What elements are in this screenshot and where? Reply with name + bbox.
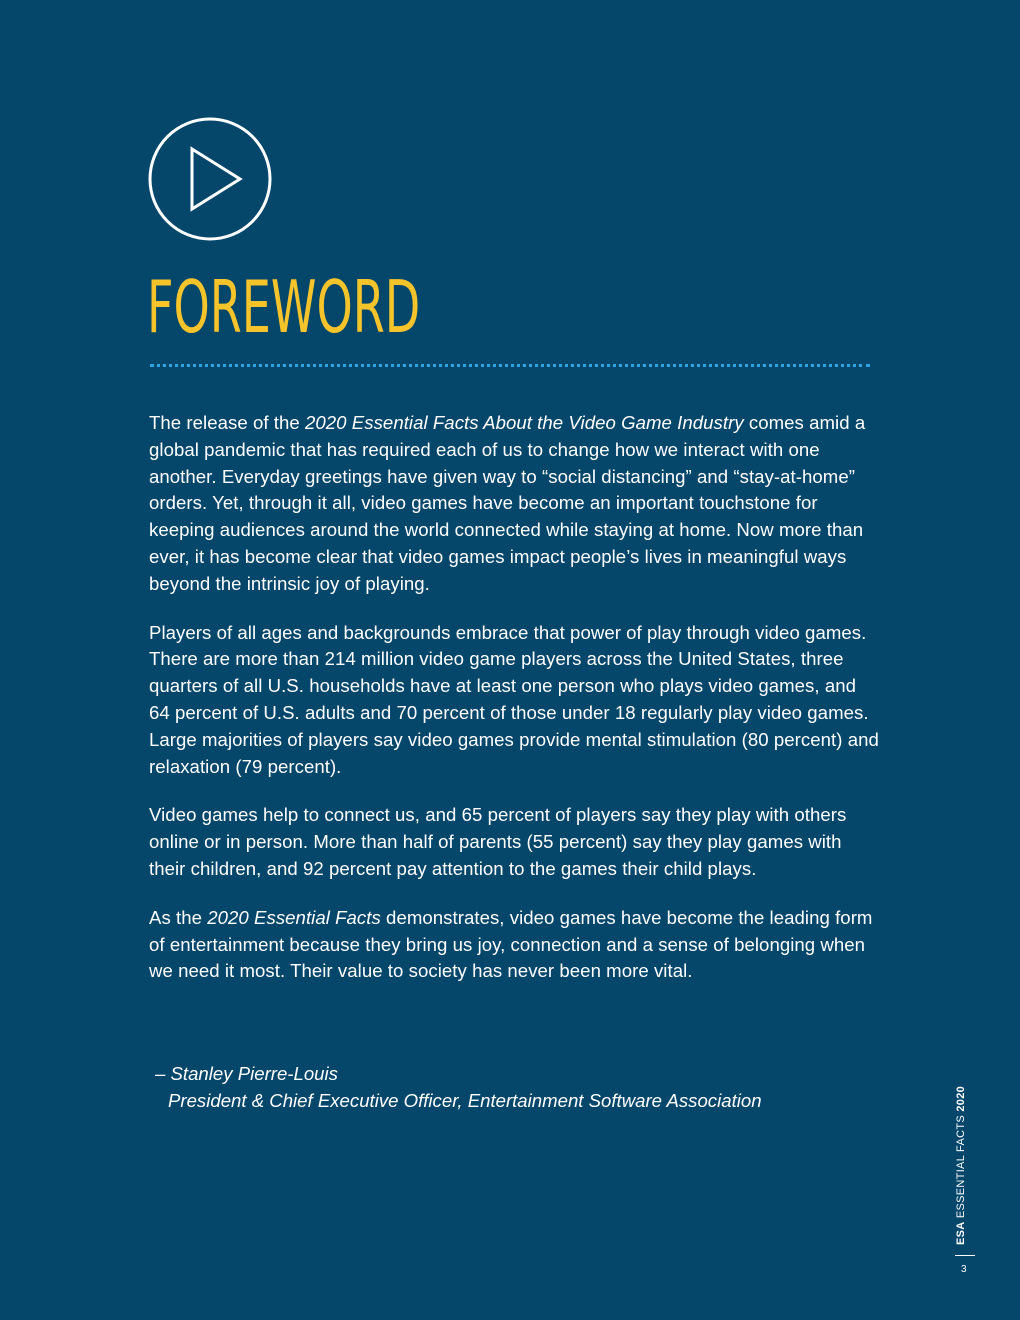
paragraph-3: Video games help to connect us, and 65 percent of players say they play with others online or in person. More than half of parents (55 percent) say they play games with their children, and 92 percent pay attention to the games their child plays. xyxy=(149,804,847,879)
foreword-body xyxy=(149,410,879,1007)
paragraph-4-rest: demonstrates, video games have become the leading form of entertainment because they bring us joy, connection and a sense of belonging when we need it most. Their value to society has never been more vital. xyxy=(149,906,873,982)
publication-side-label xyxy=(955,1086,967,1245)
signature-name: – Stanley Pierre-Louis xyxy=(155,1063,338,1084)
play-icon xyxy=(148,117,272,241)
year-label: 2020 xyxy=(955,1085,967,1112)
footer-rule xyxy=(955,1255,975,1256)
paragraph-4 xyxy=(149,905,879,985)
page-number: 3 xyxy=(961,1264,967,1275)
brand-label: ESA xyxy=(955,1221,967,1245)
report-title-italic: 2020 Essential Facts About the Video Game Industry xyxy=(305,412,744,433)
paragraph-2: Players of all ages and backgrounds embrace that power of play through video games. There are more than 214 million video game players across the United States, three quarters of all U.S. households have at least one person who plays video games, and 64 percent of U.S. adults and 70 percent of those under 18 regularly play video games. Large majorities of players say video games provide mental stimulation (80 percent) and relaxation (79 percent). xyxy=(149,621,879,777)
publication-label: ESSENTIAL FACTS xyxy=(955,1111,967,1222)
paragraph-1-start: The release of the xyxy=(149,412,305,433)
paragraph-1 xyxy=(149,410,879,598)
report-short-title-italic: 2020 Essential Facts xyxy=(207,906,381,928)
dotted-divider xyxy=(150,364,870,367)
paragraph-4-start: As the xyxy=(149,906,208,928)
signature-role: President & Chief Executive Officer, Entertainment Software Association xyxy=(168,1090,762,1111)
paragraph-1-rest: comes amid a global pandemic that has required each of us to change how we interact with one another. Everyday greetings have given way to “social distancing” and “stay-at-home” orders. Yet, through it all, video games have become an important touchstone for keeping audiences around the world connected while staying at home. Now more than ever, it has become clear that video games impact people’s lives in meaningful ways beyond the intrinsic joy of playing. xyxy=(149,412,866,594)
signature-block xyxy=(155,1060,762,1114)
page-title: FOREWORD xyxy=(147,265,421,349)
